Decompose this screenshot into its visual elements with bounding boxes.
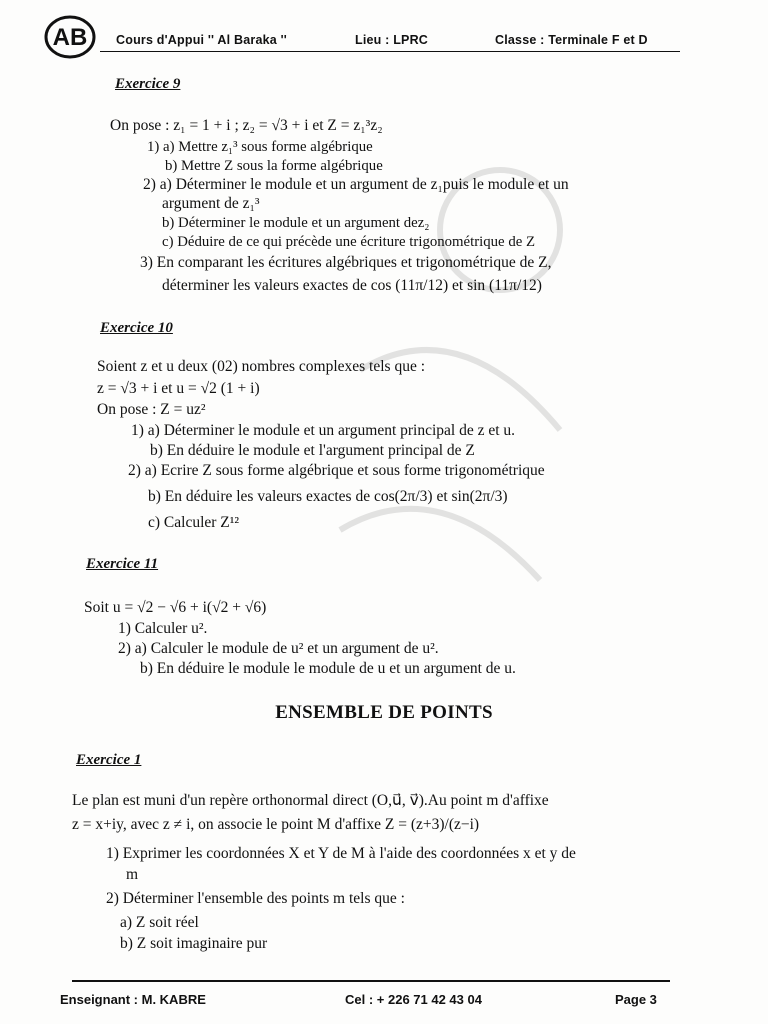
ex9-line: déterminer les valeurs exactes de cos (11π/12) et sin (11π/12) — [162, 277, 542, 294]
footer-rule — [72, 980, 670, 982]
ex10-line: 1) a) Déterminer le module et un argument principal de z et u. — [131, 422, 516, 439]
ex1-line: Le plan est muni d'un repère orthonormal direct (O,u⃗, v⃗).Au point m d'affixe — [72, 792, 549, 809]
ex9-line: b) Déterminer le module et un argument dez₂ — [162, 215, 430, 231]
logo-text: AB — [52, 24, 88, 51]
ex9-line: c) Déduire de ce qui précède une écriture trigonométrique de Z — [162, 234, 536, 250]
exercise-9-title: Exercice 9 — [115, 76, 181, 92]
header-place: Lieu : LPRC — [355, 33, 429, 47]
ex9-line: 1) a) Mettre z₁³ sous forme algébrique — [147, 139, 373, 155]
ex9-line: 3) En comparant les écritures algébriques et trigonométrique de Z, — [140, 254, 552, 271]
ex9-line: argument de z₁³ — [162, 195, 260, 212]
exercise-10-title: Exercice 10 — [100, 320, 173, 336]
footer-phone: Cel : + 226 71 42 43 04 — [345, 992, 482, 1007]
exercise-1-title: Exercice 1 — [76, 752, 142, 768]
section-title: ENSEMBLE DE POINTS — [275, 702, 493, 723]
ex1-line: z = x+iy, avec z ≠ i, on associe le point M d'affixe Z = (z+3)/(z−i) — [72, 816, 480, 833]
ex10-line: z = √3 + i et u = √2 (1 + i) — [97, 380, 260, 397]
header-course: Cours d'Appui '' Al Baraka '' — [116, 33, 287, 47]
ex10-line: c) Calculer Z¹² — [148, 514, 240, 531]
logo-ab — [44, 14, 96, 60]
watermark-stamp — [300, 110, 620, 670]
ex11-line: Soit u = √2 − √6 + i(√2 + √6) — [84, 599, 267, 616]
ex10-line: Soient z et u deux (02) nombres complexes tels que : — [97, 358, 426, 375]
header-rule — [100, 51, 680, 52]
ex1-line: m — [126, 866, 139, 883]
exercise-11-title: Exercice 11 — [86, 556, 159, 572]
ex9-line: 2) a) Déterminer le module et un argument de z₁puis le module et un — [143, 176, 569, 193]
header-class: Classe : Terminale F et D — [495, 33, 648, 47]
ex10-line: On pose : Z = uz² — [97, 401, 206, 418]
ex11-line: b) En déduire le module le module de u et un argument de u. — [140, 660, 516, 677]
ex1-line: a) Z soit réel — [120, 914, 199, 931]
ex11-line: 1) Calculer u². — [118, 620, 208, 637]
ex9-line: On pose : z₁ = 1 + i ; z₂ = √3 + i et Z = z₁³z₂ — [110, 117, 383, 134]
ex10-line: 2) a) Ecrire Z sous forme algébrique et sous forme trigonométrique — [128, 462, 545, 479]
ex9-line: b) Mettre Z sous la forme algébrique — [165, 158, 383, 174]
ex1-line: 2) Déterminer l'ensemble des points m tels que : — [106, 890, 405, 907]
ex10-line: b) En déduire le module et l'argument principal de Z — [150, 442, 475, 459]
footer-page-number: Page 3 — [615, 992, 657, 1007]
ex10-line: b) En déduire les valeurs exactes de cos(2π/3) et sin(2π/3) — [148, 488, 508, 505]
ex1-line: b) Z soit imaginaire pur — [120, 935, 268, 952]
footer-teacher: Enseignant : M. KABRE — [60, 992, 206, 1007]
ex11-line: 2) a) Calculer le module de u² et un argument de u². — [118, 640, 439, 657]
ex1-line: 1) Exprimer les coordonnées X et Y de M à l'aide des coordonnées x et y de — [106, 845, 576, 862]
